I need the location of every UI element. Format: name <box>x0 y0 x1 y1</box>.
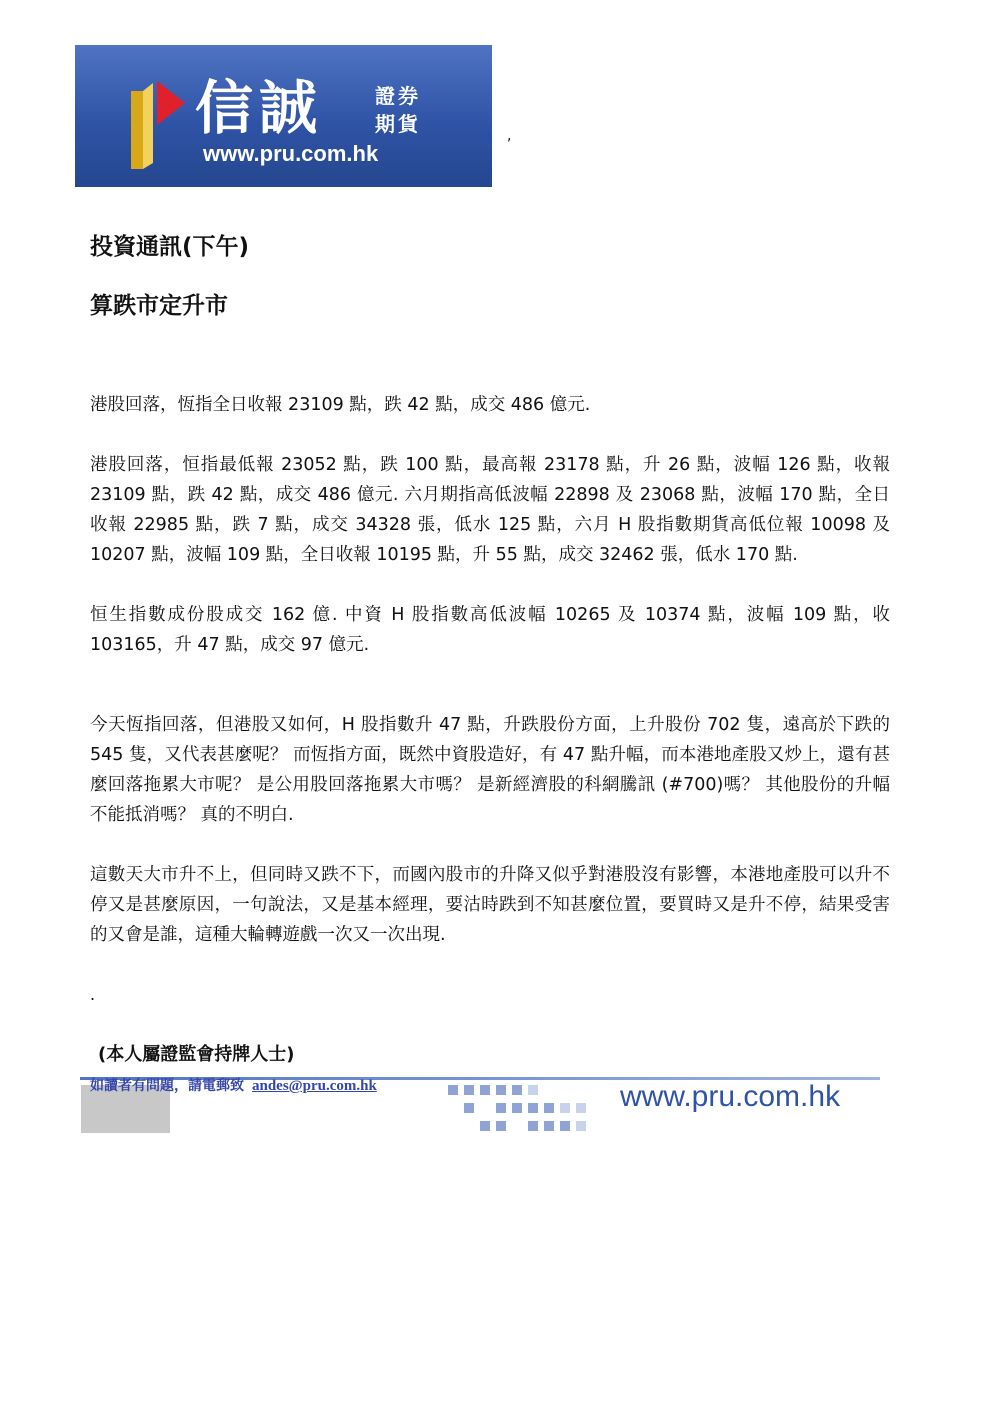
contact-line <box>90 1075 377 1095</box>
email-link[interactable]: andes@pru.com.hk <box>252 1078 377 1094</box>
footer-url: www.pru.com.hk <box>620 1080 841 1113</box>
header-comma: , <box>507 128 512 144</box>
paragraph-summary: 港股回落，恆指全日收報 23109 點，跌 42 點，成交 486 億元. <box>90 395 591 415</box>
headline: 算跌市定升市 <box>90 293 228 319</box>
paragraph-constituents: 恒生指數成份股成交 162 億. 中資 H 股指數高低波幅 10265 及 10374 點，波幅 109 點，收 103165，升 47 點，成交 97 億元. <box>90 605 890 655</box>
logo-brand-text: 信誠 <box>195 74 324 142</box>
logo-sub-line2: 期貨 <box>375 112 421 136</box>
license-note: (本人屬證監會持牌人士) <box>98 1044 295 1065</box>
paragraph-index-detail: 港股回落，恒指最低報 23052 點，跌 100 點，最高報 23178 點，升 26 點，波幅 126 點，收報 23109 點，跌 42 點，成交 486 億元. 六月期指高低波幅 22898 及 23068 點，波幅 170 點，全日收報 22985 點，跌 7 點，成交 34328 張，低水 125 點，六月 H 股指數期貨高低位報 10098 及 10207 點，波幅 109 點，全日收報 10195 點，升 55 點，成交 32462 張，低水 170 點. <box>90 455 890 565</box>
section-title: 投資通訊(下午) <box>90 234 250 260</box>
trailing-dot: . <box>90 985 96 1004</box>
logo-subtitle <box>375 82 421 138</box>
logo-sub-line1: 證券 <box>375 84 421 108</box>
paragraph-outlook: 這數天大市升不上，但同時又跌不下，而國內股市的升降又似乎對港股沒有影響，本港地產股可以升不停又是甚麼原因，一句說法，又是基本經理，要沽時跌到不知甚麼位置，要買時又是升不停，結果受害的又會是誰，這種大輪轉遊戲一次又一次出現. <box>90 865 890 945</box>
logo-url: www.pru.com.hk <box>203 141 379 166</box>
footer-pattern-icon <box>446 1083 606 1135</box>
company-logo <box>75 45 492 187</box>
paragraph-commentary: 今天恆指回落，但港股又如何，H 股指數升 47 點，升跌股份方面，上升股份 702 隻，遠高於下跌的 545 隻，又代表甚麼呢？ 而恆指方面，既然中資股造好，有 47 點升幅，而本港地產股又炒上，還有甚麼回落拖累大市呢？ 是公用股回落拖累大市嗎？ 是新經濟股的科網騰訊 (#700)嗎？ 其他股份的升幅不能抵消嗎？ 真的不明白. <box>90 715 890 825</box>
contact-text: 如讀者有問題，請電郵致 <box>90 1078 244 1094</box>
logo-mark-icon <box>127 73 187 173</box>
